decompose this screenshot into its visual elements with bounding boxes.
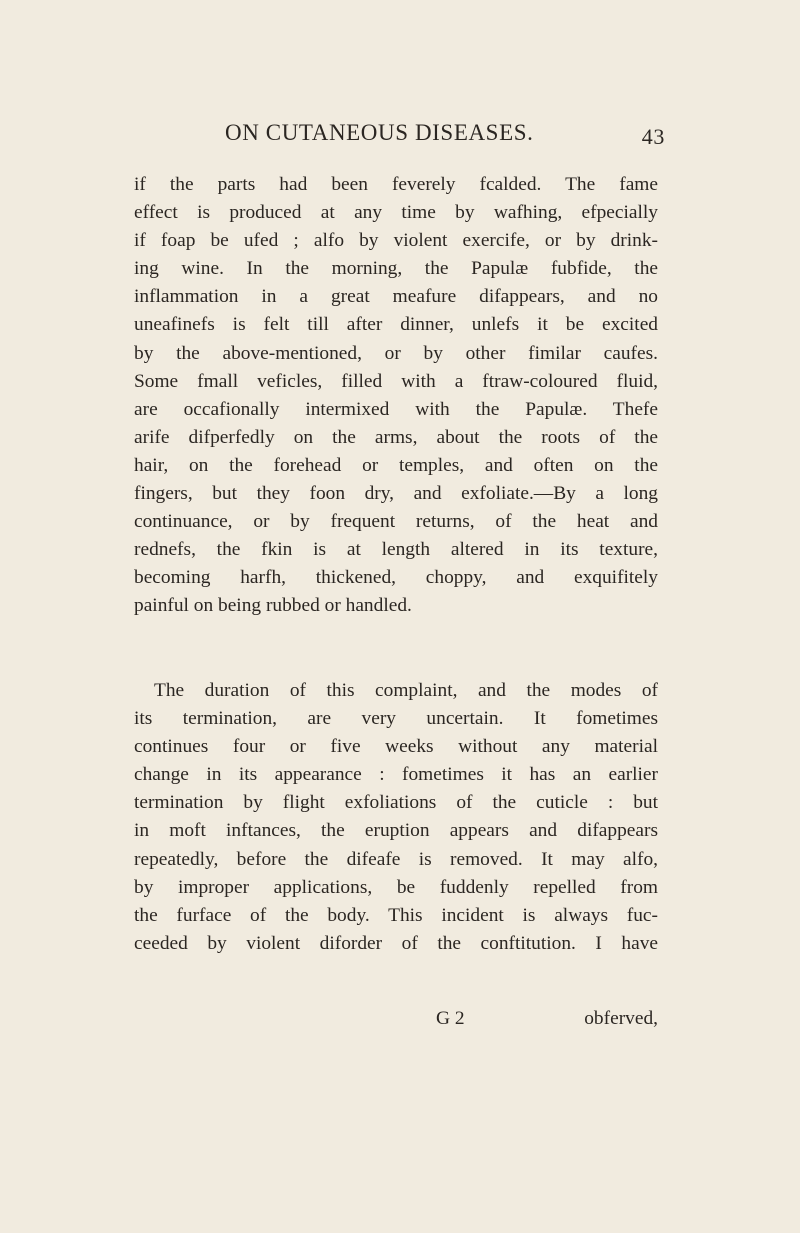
running-header [225, 120, 665, 160]
text-line: becoming harfh, thickened, choppy, and exquifitely [134, 567, 658, 589]
text-line: hair, on the forehead or temples, and often on the [134, 454, 658, 476]
text-line: if the parts had been feverely fcalded. The fame [134, 174, 658, 195]
text-line: termination by flight exfoliations of the cuticle : but [134, 792, 658, 814]
text-line: ing wine. In the morning, the Papulæ fubfide, the [134, 258, 658, 280]
text-line: continues four or five weeks without any material [134, 736, 658, 758]
text-line: its termination, are very uncertain. It fometimes [134, 708, 658, 730]
text-line: the furface of the body. This incident is always fuc- [134, 904, 658, 926]
text-line: uneafinefs is felt till after dinner, unlefs it be excited [134, 314, 658, 336]
text-line: inflammation in a great meafure difappears, and no [134, 286, 658, 308]
text-line: are occafionally intermixed with the Papulæ. Thefe [134, 398, 658, 420]
page-number: 43 [641, 124, 665, 149]
text-line: by the above-mentioned, or by other fimilar caufes. [134, 342, 658, 364]
text-line: in moft inftances, the eruption appears and difappears [134, 820, 658, 842]
text-line: change in its appearance : fometimes it has an earlier [134, 764, 658, 786]
text-line: by improper applications, be fuddenly repelled from [134, 876, 658, 898]
text-line: effect is produced at any time by wafhing, efpecially [134, 202, 658, 224]
running-title: ON CUTANEOUS DISEASES. [225, 120, 534, 145]
text-line: fingers, but they foon dry, and exfoliate.—By a long [134, 483, 658, 505]
catchword: obferved, [584, 1008, 658, 1029]
paragraph-2 [134, 677, 658, 958]
text-line: repeatedly, before the difeafe is removed. It may alfo, [134, 848, 658, 870]
text-line: painful on being rubbed or handled. [134, 595, 412, 617]
text-line: Some fmall veficles, filled with a ftraw-coloured fluid, [134, 370, 658, 392]
text-line: arife difperfedly on the arms, about the roots of the [134, 426, 658, 448]
signature-mark: G 2 [436, 1008, 465, 1029]
paragraph-1 [134, 171, 658, 621]
text-line: continuance, or by frequent returns, of the heat and [134, 511, 658, 533]
page-footer [134, 1008, 658, 1038]
text-line: rednefs, the fkin is at length altered in its texture, [134, 539, 658, 561]
text-line: ceeded by violent diforder of the conftitution. I have [134, 932, 658, 954]
text-line: if foap be ufed ; alfo by violent exercife, or by drink- [134, 230, 658, 252]
text-line: The duration of this complaint, and the modes of [154, 680, 658, 701]
